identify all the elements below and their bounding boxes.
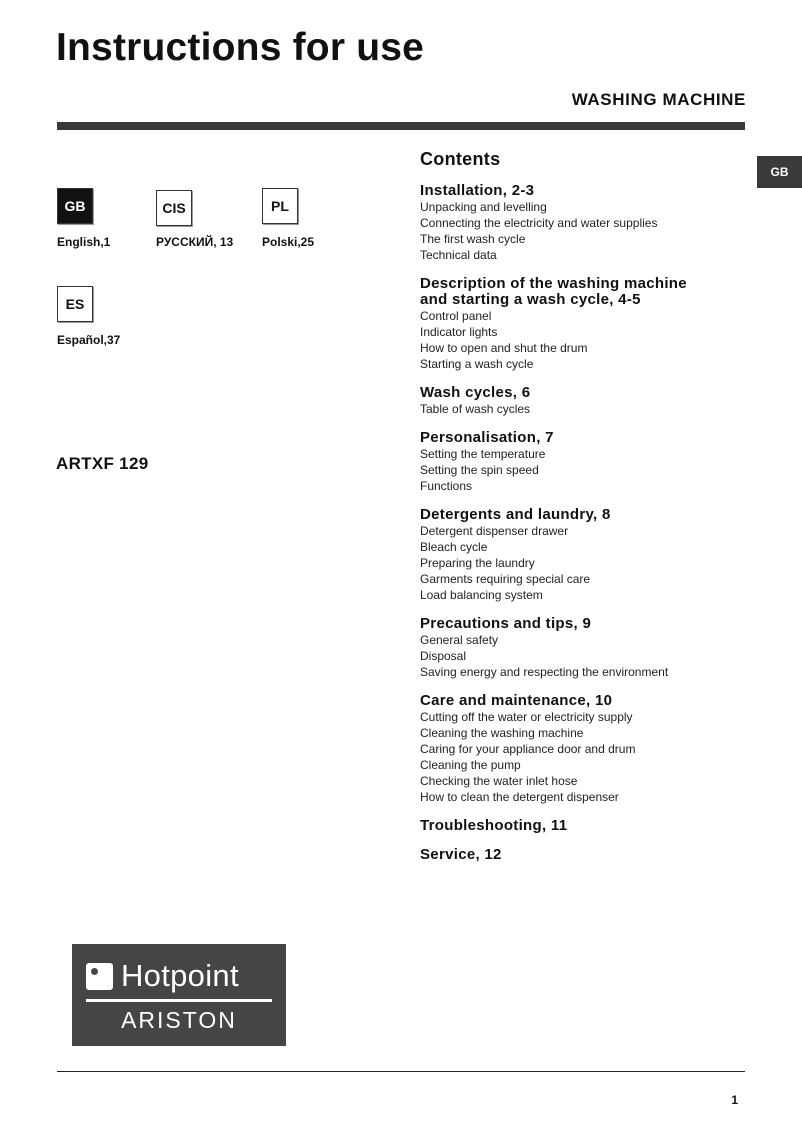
contents-section-item [420,183,740,263]
section-title: Precautions and tips, 9 [420,615,592,632]
model-number: ARTXF 129 [56,454,149,473]
section-item: How to clean the detergent dispenser [420,790,619,804]
section-title: Detergents and laundry, 8 [420,506,611,523]
section-item: Functions [420,479,473,493]
document-subtitle: WASHING MACHINE [571,90,746,109]
logo-divider [86,999,272,1002]
contents-section-item [420,693,740,805]
section-item: Table of wash cycles [420,402,531,416]
section-item: General safety [420,633,499,647]
section-item: How to open and shut the drum [420,341,588,355]
language-box-gb: GB [57,188,93,224]
top-divider [57,122,745,130]
section-item: The first wash cycle [420,232,526,246]
language-box-es: ES [57,286,93,322]
bottom-divider [57,1071,745,1072]
section-item: Load balancing system [420,588,543,602]
contents-section-item [420,385,740,417]
section-item: Unpacking and levelling [420,200,547,214]
contents-title: Contents [420,149,501,169]
section-title: Installation, 2-3 [420,182,535,199]
section-item: Garments requiring special care [420,572,591,586]
section-title: Service, 12 [420,846,502,863]
section-title: Troubleshooting, 11 [420,817,568,834]
section-item: Control panel [420,309,492,323]
section-item: Setting the spin speed [420,463,539,477]
language-label-polish: Polski,25 [262,235,315,249]
contents-section [420,149,740,876]
section-item: Caring for your appliance door and drum [420,742,636,756]
section-item: Setting the temperature [420,447,546,461]
section-item: Connecting the electricity and water supplies [420,216,658,230]
section-title: Personalisation, 7 [420,429,554,446]
section-title: Wash cycles, 6 [420,384,531,401]
section-item: Bleach cycle [420,540,488,554]
contents-section-item [420,507,740,603]
section-item: Starting a wash cycle [420,357,534,371]
section-item: Indicator lights [420,325,498,339]
language-box-pl: PL [262,188,298,224]
section-title-continued: and starting a wash cycle, 4-5 [420,291,641,308]
language-label-russian: РУССКИЙ, 13 [156,235,234,249]
logo-top-row [86,958,239,994]
language-label-spanish: Español,37 [57,333,121,347]
section-title: Description of the washing machine [420,275,687,292]
logo-square-icon [86,963,113,990]
hotpoint-ariston-logo [72,944,286,1046]
language-box-cis: CIS [156,190,192,226]
language-side-tab: GB [757,156,802,188]
logo-brand-text: Hotpoint [121,958,239,993]
section-item: Cleaning the pump [420,758,521,772]
contents-list [420,183,740,863]
section-item: Preparing the laundry [420,556,535,570]
section-item: Disposal [420,649,467,663]
contents-section-item [420,430,740,494]
section-item: Technical data [420,248,497,262]
section-item: Cutting off the water or electricity supply [420,710,633,724]
contents-section-item [420,616,740,680]
page-title: Instructions for use [56,26,425,69]
section-item: Cleaning the washing machine [420,726,584,740]
section-title: Care and maintenance, 10 [420,692,613,709]
contents-section-item [420,818,740,834]
section-item: Checking the water inlet hose [420,774,578,788]
section-item: Saving energy and respecting the environment [420,665,669,679]
language-label-english: English,1 [57,235,111,249]
logo-sub-text: ARISTON [121,1007,237,1033]
page-number: 1 [731,1093,738,1107]
section-item: Detergent dispenser drawer [420,524,569,538]
contents-section-item [420,276,740,372]
contents-section-item [420,847,740,863]
